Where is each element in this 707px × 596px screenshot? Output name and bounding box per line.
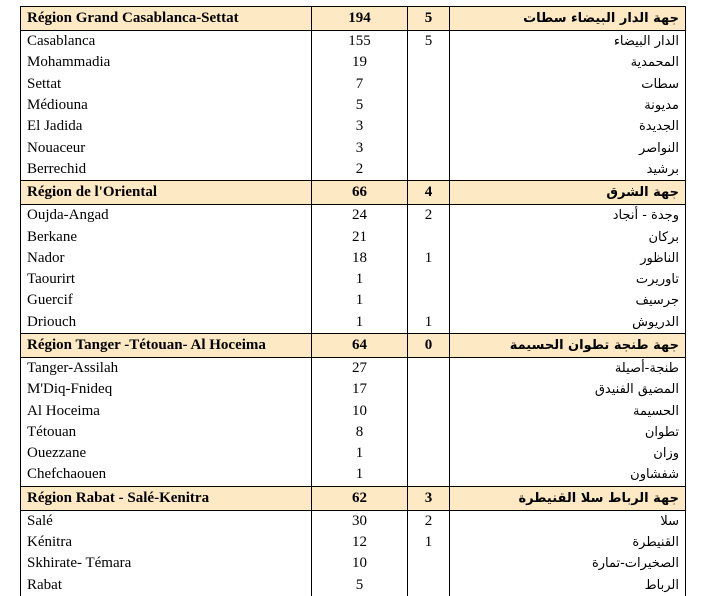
city-total: 5 (312, 95, 408, 116)
city-secondary-count (408, 443, 450, 464)
city-total: 8 (312, 422, 408, 443)
city-row (21, 52, 686, 73)
city-secondary-count: 1 (408, 248, 450, 269)
city-total: 3 (312, 137, 408, 158)
city-secondary-count (408, 74, 450, 95)
city-secondary-count (408, 137, 450, 158)
city-row (21, 95, 686, 116)
region-header-row (21, 486, 686, 510)
regional-cases-table (20, 6, 686, 596)
city-total: 18 (312, 248, 408, 269)
city-secondary-count (408, 400, 450, 421)
city-name-fr: Berrechid (21, 159, 312, 181)
city-total: 30 (312, 510, 408, 532)
region-name-fr: Région Tanger -Tétouan- Al Hoceima (21, 333, 312, 357)
city-row (21, 422, 686, 443)
city-total: 27 (312, 357, 408, 379)
city-name-ar: جرسيف (450, 290, 686, 311)
city-name-fr: Al Hoceima (21, 400, 312, 421)
city-name-ar: برشيد (450, 159, 686, 181)
region-total: 62 (312, 486, 408, 510)
city-name-ar: طنجة-أصيلة (450, 357, 686, 379)
city-total: 1 (312, 464, 408, 486)
city-total: 2 (312, 159, 408, 181)
city-name-fr: Ouezzane (21, 443, 312, 464)
region-header-row (21, 181, 686, 205)
city-name-ar: الرباط (450, 575, 686, 596)
city-name-fr: Nador (21, 248, 312, 269)
city-name-ar: القنيطرة (450, 532, 686, 553)
city-secondary-count (408, 95, 450, 116)
city-secondary-count (408, 553, 450, 574)
city-row (21, 464, 686, 486)
city-row (21, 379, 686, 400)
city-name-ar: الدريوش (450, 312, 686, 334)
city-name-fr: Tanger-Assilah (21, 357, 312, 379)
region-name-fr: Région Rabat - Salé-Kenitra (21, 486, 312, 510)
city-total: 1 (312, 312, 408, 334)
city-name-ar: الجديدة (450, 116, 686, 137)
city-total: 1 (312, 269, 408, 290)
city-name-ar: الصخيرات-تمارة (450, 553, 686, 574)
city-total: 5 (312, 575, 408, 596)
city-name-ar: بركان (450, 226, 686, 247)
city-row (21, 290, 686, 311)
city-row (21, 443, 686, 464)
city-secondary-count (408, 422, 450, 443)
city-total: 3 (312, 116, 408, 137)
city-secondary-count (408, 575, 450, 596)
city-row (21, 248, 686, 269)
city-row (21, 553, 686, 574)
city-name-fr: Rabat (21, 575, 312, 596)
city-name-ar: الدار البيضاء (450, 31, 686, 53)
city-secondary-count (408, 379, 450, 400)
city-name-ar: المضيق الفنيدق (450, 379, 686, 400)
city-name-fr: Skhirate- Témara (21, 553, 312, 574)
city-total: 17 (312, 379, 408, 400)
city-name-ar: سطات (450, 74, 686, 95)
city-secondary-count (408, 290, 450, 311)
city-name-ar: الحسيمة (450, 400, 686, 421)
city-total: 10 (312, 553, 408, 574)
city-row (21, 510, 686, 532)
city-secondary-count (408, 116, 450, 137)
city-name-ar: سلا (450, 510, 686, 532)
city-name-ar: تاوريرت (450, 269, 686, 290)
city-name-fr: Guercif (21, 290, 312, 311)
region-total: 66 (312, 181, 408, 205)
city-name-ar: تطوان (450, 422, 686, 443)
city-secondary-count (408, 357, 450, 379)
region-name-ar: جهة الشرق (450, 181, 686, 205)
city-name-fr: Driouch (21, 312, 312, 334)
city-name-ar: وزان (450, 443, 686, 464)
region-name-fr: Région Grand Casablanca-Settat (21, 7, 312, 31)
city-total: 7 (312, 74, 408, 95)
table-body (21, 7, 686, 596)
city-secondary-count (408, 159, 450, 181)
region-name-ar: جهة الرباط سلا القنيطرة (450, 486, 686, 510)
city-row (21, 312, 686, 334)
city-name-fr: El Jadida (21, 116, 312, 137)
city-name-ar: الناظور (450, 248, 686, 269)
region-header-row (21, 7, 686, 31)
city-secondary-count: 1 (408, 532, 450, 553)
city-secondary-count: 1 (408, 312, 450, 334)
city-total: 1 (312, 443, 408, 464)
region-name-ar: جهة طنجة تطوان الحسيمة (450, 333, 686, 357)
city-name-fr: Settat (21, 74, 312, 95)
region-secondary-count: 0 (408, 333, 450, 357)
city-total: 155 (312, 31, 408, 53)
city-name-ar: مديونة (450, 95, 686, 116)
city-row (21, 226, 686, 247)
region-name-ar: جهة الدار البيضاء سطات (450, 7, 686, 31)
city-row (21, 116, 686, 137)
region-secondary-count: 5 (408, 7, 450, 31)
region-header-row (21, 333, 686, 357)
city-secondary-count: 2 (408, 510, 450, 532)
region-total: 194 (312, 7, 408, 31)
city-name-ar: وجدة - أنجاد (450, 205, 686, 227)
region-total: 64 (312, 333, 408, 357)
city-total: 1 (312, 290, 408, 311)
city-total: 10 (312, 400, 408, 421)
city-row (21, 205, 686, 227)
city-row (21, 357, 686, 379)
city-row (21, 159, 686, 181)
city-name-fr: Kénitra (21, 532, 312, 553)
city-name-ar: شفشاون (450, 464, 686, 486)
city-row (21, 400, 686, 421)
city-name-fr: Oujda-Angad (21, 205, 312, 227)
city-secondary-count: 2 (408, 205, 450, 227)
city-row (21, 74, 686, 95)
region-secondary-count: 3 (408, 486, 450, 510)
city-total: 24 (312, 205, 408, 227)
city-name-fr: Chefchaouen (21, 464, 312, 486)
city-row (21, 269, 686, 290)
city-row (21, 31, 686, 53)
city-total: 19 (312, 52, 408, 73)
city-row (21, 137, 686, 158)
city-secondary-count (408, 226, 450, 247)
city-name-fr: Mohammadia (21, 52, 312, 73)
city-name-fr: Berkane (21, 226, 312, 247)
city-secondary-count (408, 464, 450, 486)
city-name-ar: النواصر (450, 137, 686, 158)
city-secondary-count: 5 (408, 31, 450, 53)
city-name-fr: Médiouna (21, 95, 312, 116)
city-total: 12 (312, 532, 408, 553)
city-name-fr: Salé (21, 510, 312, 532)
city-name-fr: Taourirt (21, 269, 312, 290)
city-row (21, 575, 686, 596)
city-secondary-count (408, 269, 450, 290)
city-row (21, 532, 686, 553)
city-name-fr: Nouaceur (21, 137, 312, 158)
city-name-fr: Tétouan (21, 422, 312, 443)
city-secondary-count (408, 52, 450, 73)
city-name-ar: المحمدية (450, 52, 686, 73)
city-name-fr: M'Diq-Fnideq (21, 379, 312, 400)
region-name-fr: Région de l'Oriental (21, 181, 312, 205)
region-secondary-count: 4 (408, 181, 450, 205)
city-total: 21 (312, 226, 408, 247)
city-name-fr: Casablanca (21, 31, 312, 53)
